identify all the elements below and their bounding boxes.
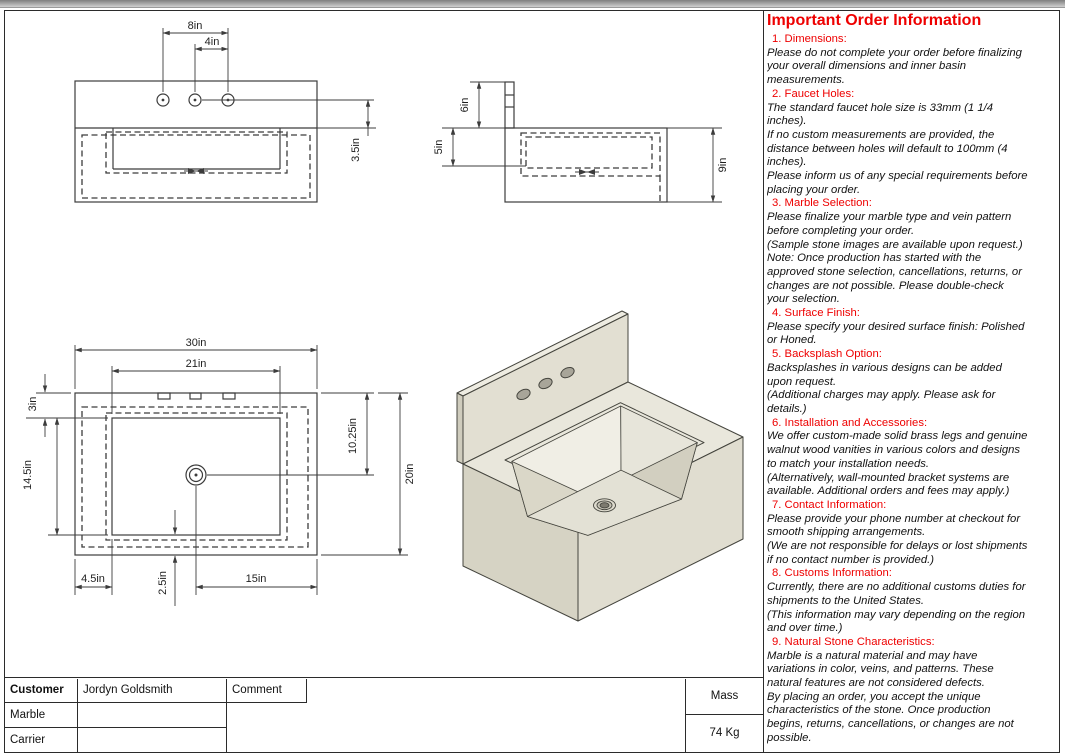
order-section-line: inches). xyxy=(767,115,807,128)
order-section-line: natural features are not considered defects. xyxy=(767,677,985,690)
order-section-heading-8: 8. Customs Information: xyxy=(772,567,892,580)
dim-overall-depth: 20in xyxy=(404,463,416,485)
order-section-heading-7: 7. Contact Information: xyxy=(772,498,887,511)
customer-label-cell xyxy=(5,679,78,704)
marble-label-cell xyxy=(5,703,78,728)
dim-holes-span: 8in xyxy=(187,20,203,32)
order-section-heading-9: 9. Natural Stone Characteristics: xyxy=(772,635,935,648)
order-section-line: Please finalize your marble type and vein pattern xyxy=(767,211,1012,224)
order-section-line: begins, returns, cancellations, or changes are not xyxy=(767,718,1014,731)
order-section-line: details.) xyxy=(767,402,807,415)
order-section-line: smooth shipping arrangements. xyxy=(767,526,926,539)
order-section-line: (This information may vary depending on the region xyxy=(767,608,1026,621)
order-section-line: (Additional charges may apply. Please ask for xyxy=(767,389,996,402)
carrier-value-cell xyxy=(78,728,227,753)
order-section-line: and over time.) xyxy=(767,622,843,635)
order-info-panel xyxy=(767,12,1059,751)
mass-value: 74 Kg xyxy=(709,727,740,739)
order-section-line: characteristics of the stone. Once production xyxy=(767,704,991,717)
order-section-line: shipments to the United States. xyxy=(767,594,924,607)
order-section-line: Please provide your phone number at checkout for xyxy=(767,512,1021,525)
customer-value: Jordyn Goldsmith xyxy=(83,683,173,696)
front-elevation-view xyxy=(75,20,376,202)
customer-label: Customer xyxy=(10,683,64,696)
order-section-line: By placing an order, you accept the unique xyxy=(767,690,981,703)
marble-label: Marble xyxy=(10,709,46,721)
dim-overall-width: 30in xyxy=(185,337,207,349)
order-section-heading-4: 4. Surface Finish: xyxy=(772,307,860,320)
dim-hole-height: 3.5in xyxy=(350,138,362,162)
comment-label: Comment xyxy=(232,683,282,696)
order-section-line: measurements. xyxy=(767,74,845,87)
dim-left-gap: 4.5in xyxy=(81,573,105,585)
order-section-line: Please specify your desired surface finish: Polished xyxy=(767,320,1025,333)
order-section-line: available. Additional orders and fees may apply.) xyxy=(767,485,1010,498)
drain-hole xyxy=(594,499,616,512)
order-section-heading-3: 3. Marble Selection: xyxy=(772,197,872,210)
order-section-line: possible. xyxy=(767,731,812,744)
isometric-render xyxy=(457,311,743,621)
order-section-line: distance between holes will default to 100mm (4 xyxy=(767,142,1008,155)
order-section-line: Currently, there are no additional customs duties for xyxy=(767,581,1026,594)
mass-label: Mass xyxy=(710,689,739,702)
dim-backsplash-height: 6in xyxy=(459,97,471,113)
dim-front-gap: 2.5in xyxy=(157,571,169,595)
order-info-sections xyxy=(767,33,1059,746)
drain-symbol xyxy=(575,169,599,175)
order-section-line: walnut wood vanities in various colors and designs xyxy=(767,444,1021,457)
order-section-line: Marble is a natural material and may have xyxy=(767,649,978,662)
dim-total-height: 9in xyxy=(717,157,729,173)
order-section-line: (Sample stone images are available upon request.) xyxy=(767,238,1023,251)
order-section-line: placing your order. xyxy=(767,183,861,196)
order-section-line: if no contact number is provided.) xyxy=(767,553,935,566)
order-section-heading-6: 6. Installation and Accessories: xyxy=(772,416,928,429)
order-info-title: Important Order Information xyxy=(767,12,982,29)
order-section-line: approved stone selection, cancellations, returns, or xyxy=(767,265,1022,278)
order-section-line: The standard faucet hole size is 33mm (1 1/4 xyxy=(767,101,994,114)
dim-basin-length: 14.5in xyxy=(22,460,34,490)
carrier-label-cell xyxy=(5,728,78,753)
order-section-line: your selection. xyxy=(767,293,840,306)
order-section-line: to match your installation needs. xyxy=(767,457,930,470)
carrier-value xyxy=(78,734,83,746)
order-section-line: (We are not responsible for delays or lost shipments xyxy=(767,540,1028,553)
dim-basin-width: 21in xyxy=(185,358,207,370)
order-section-line: Note: Once production has started with the xyxy=(767,252,982,265)
order-section-line: or Honed. xyxy=(767,334,817,347)
order-section-line: Backsplashes in various designs can be added xyxy=(767,361,1002,374)
dim-drain-to-back: 10.25in xyxy=(347,417,359,455)
order-section-line: (Alternatively, wall-mounted bracket systems are xyxy=(767,471,1010,484)
order-section-line: changes are not possible. Please double-check xyxy=(767,279,1004,292)
order-section-line: Please inform us of any special requirements before xyxy=(767,170,1028,183)
carrier-label: Carrier xyxy=(10,734,46,746)
order-section-heading-5: 5. Backsplash Option: xyxy=(772,348,882,361)
order-section-line: upon request. xyxy=(767,375,837,388)
order-section-line: Please do not complete your order before finalizing xyxy=(767,46,1022,59)
dim-hole-gap: 4in xyxy=(204,36,220,48)
dim-back-gap: 3in xyxy=(27,396,39,412)
order-section-heading-1: 1. Dimensions: xyxy=(772,33,847,45)
order-section-heading-2: 2. Faucet Holes: xyxy=(772,87,855,100)
dim-drain-to-right: 15in xyxy=(245,573,267,585)
order-section-line: before completing your order. xyxy=(767,224,915,237)
order-section-line: We offer custom-made solid brass legs and genuine xyxy=(767,430,1028,443)
marble-value-cell xyxy=(78,703,227,728)
side-elevation-view xyxy=(433,82,729,202)
plan-view xyxy=(22,337,416,606)
mass-value-cell xyxy=(685,715,763,753)
mass-label-cell xyxy=(685,679,763,716)
order-section-line: your overall dimensions and inner basin xyxy=(767,60,967,73)
marble-value xyxy=(78,709,83,721)
customer-value-cell xyxy=(78,679,227,704)
order-section-line: If no custom measurements are provided, the xyxy=(767,128,995,141)
drain-circle xyxy=(186,465,206,485)
order-section-line: inches). xyxy=(767,156,807,169)
order-section-line: variations in color, veins, and patterns. These xyxy=(767,663,994,676)
dim-basin-depth: 5in xyxy=(433,139,445,155)
comment-label-cell xyxy=(227,679,307,704)
